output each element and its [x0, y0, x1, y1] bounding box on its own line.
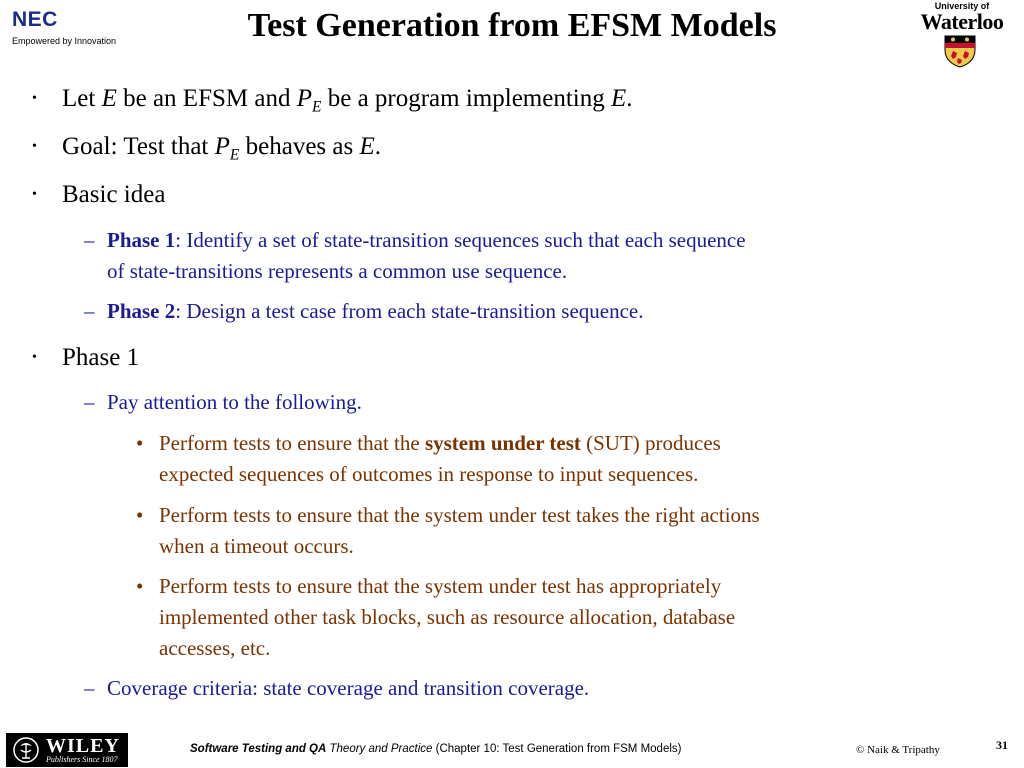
wiley-logo — [6, 733, 128, 767]
dash-marker: – — [84, 228, 95, 252]
sub-bullet-text: Coverage criteria: state coverage and transition coverage. — [107, 676, 590, 700]
bullet-text: Phase 1 — [62, 344, 140, 371]
sub-sub-bullet-text: Perform tests to ensure that the system under test has appropriately — [159, 574, 722, 598]
wiley-logo-tagline: Publishers Since 1807 — [46, 755, 118, 764]
footer-book-bold: Software Testing and QA — [190, 743, 327, 755]
dash-marker: – — [84, 299, 95, 323]
waterloo-logo-line2: Waterloo — [920, 9, 1004, 34]
sub-sub-bullet-text-line2: when a timeout occurs. — [159, 534, 354, 558]
sub-sub-bullet-text-line3: accesses, etc. — [159, 636, 271, 660]
footer-copyright: © Naik & Tripathy — [856, 744, 940, 756]
waterloo-logo — [902, 2, 1022, 68]
nec-logo-word: NEC — [12, 8, 58, 31]
sub-bullet-text: Pay attention to the following. — [107, 390, 362, 414]
page-number: 31 — [996, 738, 1008, 752]
bullet-text: Let E be an EFSM and $P_E$ be a program implementing E. — [62, 85, 633, 116]
slide-title: Test Generation from EFSM Models — [247, 7, 777, 44]
bullet-text: Goal: Test that $P_E$ behaves as E. — [62, 133, 381, 164]
sub-bullet-text: Phase 1: Identify a set of state-transition sequences such that each sequence — [107, 228, 746, 252]
wiley-emblem-icon — [12, 736, 40, 764]
footer-chapter: (Chapter 10: Test Generation from FSM Models) — [432, 743, 682, 755]
crest-shield-icon — [943, 34, 977, 68]
nec-logo-tagline: Empowered by Innovation — [12, 36, 117, 46]
waterloo-logo-line1: University of — [934, 1, 990, 11]
bullet-marker: • — [32, 139, 37, 154]
dash-marker: – — [84, 676, 95, 700]
bullet-text: Basic idea — [62, 181, 166, 208]
dash-marker: – — [84, 390, 95, 414]
bullet-marker: • — [32, 350, 37, 365]
bullet-marker: • — [136, 503, 144, 527]
sub-bullet-text-line2: of state-transitions represents a common use sequence. — [107, 259, 568, 283]
sub-sub-bullet-text-line2: expected sequences of outcomes in response to input sequences. — [159, 462, 699, 486]
sub-sub-bullet-text: Perform tests to ensure that the system under test takes the right actions — [159, 503, 760, 527]
bullet-marker: • — [32, 187, 37, 202]
bullet-marker: • — [136, 574, 144, 598]
footer-book-title — [190, 743, 681, 755]
bullet-marker: • — [32, 91, 37, 106]
bullet-marker: • — [136, 431, 144, 455]
sub-sub-bullet-text: Perform tests to ensure that the system under test (SUT) produces — [159, 431, 721, 455]
wiley-logo-word: WILEY — [46, 735, 120, 757]
sub-sub-bullet-text-line2: implemented other task blocks, such as resource allocation, database — [159, 605, 736, 629]
sub-bullet-text: Phase 2: Design a test case from each state-transition sequence. — [107, 299, 644, 323]
footer-book-rest: Theory and Practice — [326, 743, 433, 755]
